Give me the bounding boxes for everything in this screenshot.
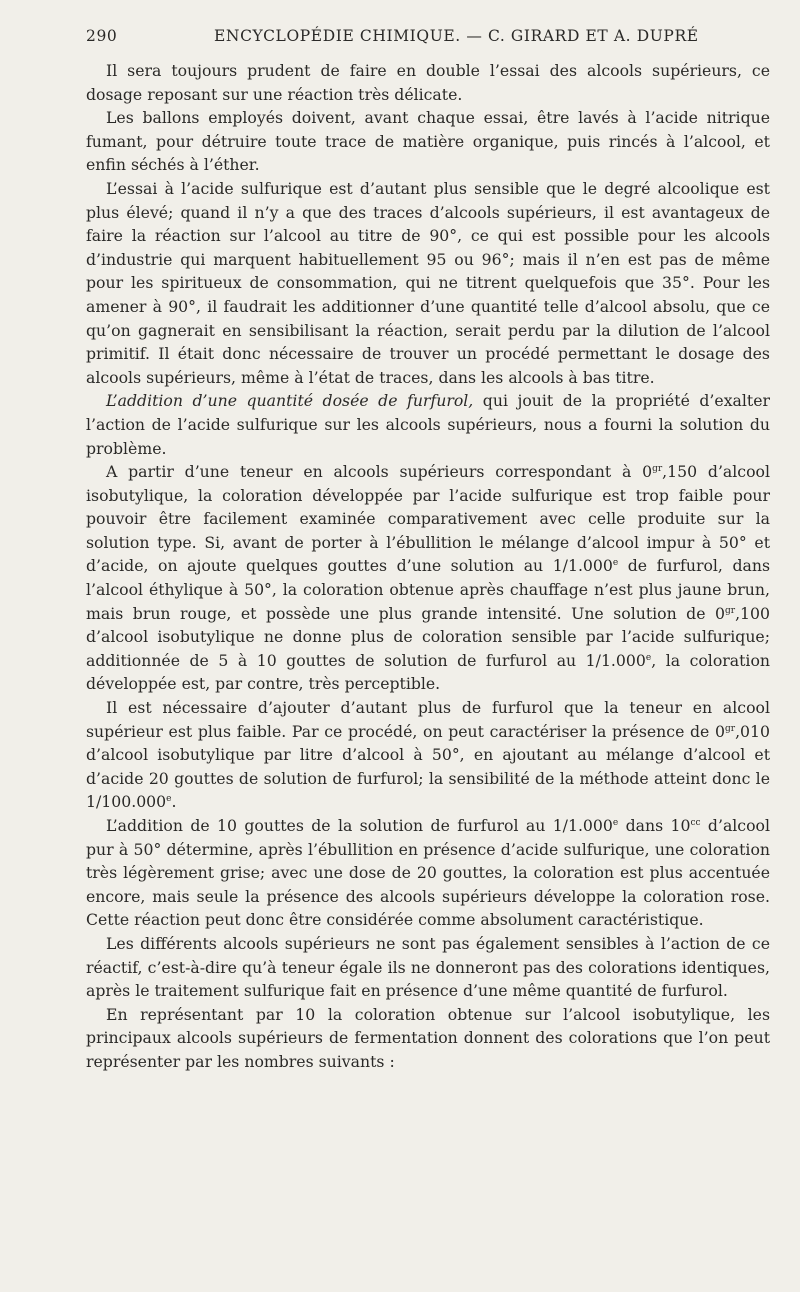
paragraph-3: L’essai à l’acide sulfurique est d’autant plus sensible que le degré alcoolique est plus élevé; quand il n’y a que des traces d’alcools supérieurs, il est avantageux de faire la réaction sur l’alcool au titre de 90°, ce qui est possible pour les alcools d’industrie qui marquent habituellement 95 ou 96°; mais il n’en est pas de même pour les spiritueux de consommation, qui ne titrent quelquefois que 35°. Pour les amener à 90°, il faudrait les additionner d’une quantité telle d’alcool absolu, que ce qu’on gagnerait en sensibilisant la réaction, serait perdu par la dilution de l’alcool primitif. Il était donc nécessaire de trouver un procédé permettant le dosage des alcools supérieurs, même à l’état de traces, dans les alcools à bas titre. (86, 178, 770, 387)
paragraph-6-text-1: Il est nécessaire d’ajouter d’autant plus de furfurol que la teneur en alcool supérieur est plus faible. Par ce procédé, on peut caractériser la présence de 0 (86, 698, 770, 741)
paragraph-7-text-2: dans 10 (618, 816, 691, 835)
paragraph-5-text-4: ,100 d’alcool isobutylique ne donne plus de coloration sensible par l’acide sulfurique; additionnée de 5 à 10 gouttes de solution de furfurol au 1/1.000 (86, 603, 770, 670)
paragraph-5 (86, 460, 770, 696)
page-header (86, 25, 770, 55)
paragraph-4 (86, 389, 770, 460)
superscript-e: e (612, 558, 619, 569)
body-text (86, 59, 770, 1074)
paragraph-6-text-3: . (171, 792, 177, 812)
paragraph-5-text-5: , la coloration développée est, par contre, très perceptible. (86, 650, 770, 694)
superscript-gr: gr (652, 464, 663, 475)
superscript-e: e (645, 652, 652, 663)
paragraph-8: Les différents alcools supérieurs ne sont pas également sensibles à l’action de ce réactif, c’est-à-dire qu’à teneur égale ils ne donneront pas des colorations identiques, après le traitement sulfurique fait en présence d’une même quantité de furfurol. (86, 933, 770, 1001)
superscript-gr: gr (724, 723, 736, 734)
paragraph-5-text-3: de furfurol, dans l’alcool éthylique à 50°, la coloration obtenue après chauffage n’est plus jaune brun, mais brun rouge, et possède une plus grande intensité. Une solution de 0 (86, 556, 771, 623)
superscript-gr: gr (724, 605, 736, 616)
italic-phrase: L’addition d’une quantité dosée de furfurol, (106, 391, 474, 411)
paragraph-6 (86, 696, 770, 814)
paragraph-2: Les ballons employés doivent, avant chaque essai, être lavés à l’acide nitrique fumant, pour détruire toute trace de matière organique, puis rincés à l’alcool, et enfin séchés à l’éther. (86, 108, 770, 175)
paragraph-7-text-1: L’addition de 10 gouttes de la solution de furfurol au 1/1.000 (106, 816, 613, 835)
page-number: 290 (86, 27, 118, 45)
paragraph-6-text-2: ,010 d’alcool isobutylique par litre d’alcool à 50°, en ajoutant au mélange d’alcool et d’acide 20 gouttes de solution de furfurol; la sensibilité de la méthode atteint donc le 1/100.000 (86, 721, 770, 812)
paragraph-4-text: qui jouit de la propriété d’exalter l’action de l’acide sulfurique sur les alcools supérieurs, nous a fourni la solution du problème. (86, 391, 771, 458)
paragraph-7 (86, 814, 770, 932)
superscript-e: e (612, 818, 619, 828)
paragraph-5-text-2: ,150 d’alcool isobutylique, la coloration développée par l’acide sulfurique est trop faible pour pouvoir être facilement examinée comparativement avec celle produite sur la solution type. Si, avant de porter à l’ébullition le mélange d’alcool impur à 50° et d’acide, on ajoute quelques gouttes d’une solution au 1/1.000 (86, 462, 770, 576)
paragraph-5-text-1: A partir d’une teneur en alcools supérieurs correspondant à 0 (106, 462, 653, 482)
superscript-e: e (166, 794, 172, 805)
paragraph-9: En représentant par 10 la coloration obtenue sur l’alcool isobutylique, les principaux alcools supérieurs de fermentation donnent des colorations que l’on peut représenter par les nombres suivants : (86, 1004, 770, 1071)
paragraph-7-text-3: d’alcool pur à 50° détermine, après l’ébullition en présence d’acide sulfurique, une coloration très légèrement grise; avec une dose de 20 gouttes, la coloration est plus accentuée encore, mais seule la présence des alcools supérieurs développe la coloration rose. Cette réaction peut donc être considérée comme absolument caractéristique. (86, 816, 771, 930)
running-title: ENCYCLOPÉDIE CHIMIQUE. — C. GIRARD ET A. DUPRÉ (214, 27, 699, 45)
superscript-cc: cc (690, 818, 701, 828)
paragraph-1: Il sera toujours prudent de faire en double l’essai des alcools supérieurs, ce dosage reposant sur une réaction très délicate. (86, 61, 770, 104)
